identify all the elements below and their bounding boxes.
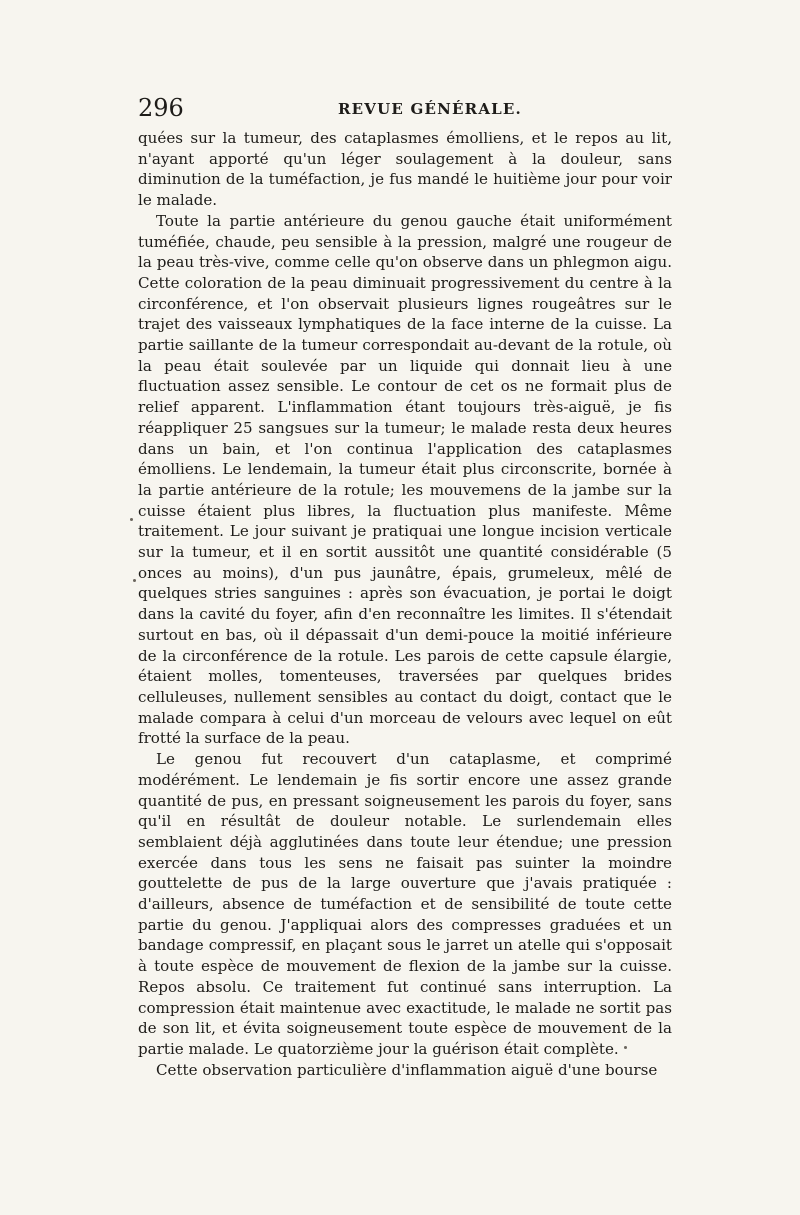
page-number: 296 [138, 94, 184, 122]
paragraph-observation: Cette observation particulière d'inflammation aiguë d'une bourse [156, 1060, 658, 1079]
ink-speck [624, 1046, 627, 1049]
paragraph-knee-description: Toute la partie antérieure du genou gauche était uniformément tuméfiée, chaude, peu sensible à la pression, malgré une rougeur de la peau très-vive, comme celle qu'on observe dans un phlegmon aigu. Cette coloration de la peau diminuait progressivement du centre à la circonférence, et l'on observait plusieurs lignes rougeâtres sur le trajet des vaisseaux lymphatiques de la face interne de la cuisse. La partie saillante de la tumeur correspondait au-devant de la rotule, où la peau était soulevée par un liquide qui donnait lieu à une fluctuation assez sensible. Le contour de cet os ne formait plus de relief apparent. L'inflammation étant toujours très-aiguë, je fis réappliquer 25 sangsues sur la tumeur; le malade resta deux heures dans un bain, et l'on continua l'application des cataplasmes émolliens. Le lendemain, la tumeur était plus circonscrite, bornée à la partie antérieure de la rotule; les mouvemens de la jambe sur la cuisse étaient plus libres, la fluctuation plus manifeste. Même traitement. Le jour suivant je pratiquai une longue incision verticale sur la tumeur, et il en sortit aussitôt une quantité considérable (5 onces au moins), d'un pus jaunâtre, épais, grumeleux, mêlé de quelques stries sanguines : après son évacuation, je portai le doigt dans la cavité du foyer, afin d'en reconnaître les limites. Il s'étendait surtout en bas, où il dépassait d'un demi-pouce la moitié inférieure de la circonférence de la rotule. Les parois de cette capsule élargie, étaient molles, tomenteuses, traversées par quelques brides celluleuses, nullement sensibles au contact du doigt, contact que le malade compara à celui d'un morceau de velours avec lequel on eût frotté la surface de la peau. [138, 211, 672, 748]
paragraph-continuation: quées sur la tumeur, des cataplasmes émolliens, et le repos au lit, n'ayant apporté qu'un léger soulagement à la douleur, sans diminution de la tuméfaction, je fus mandé le huitième jour pour voir le malade. [138, 129, 672, 210]
body-text [138, 128, 672, 1080]
running-title: REVUE GÉNÉRALE. [338, 100, 522, 118]
page-header [138, 94, 670, 124]
ink-speck [133, 579, 136, 582]
paragraph-treatment: Le genou fut recouvert d'un cataplasme, et comprimé modérément. Le lendemain je fis sortir encore une assez grande quantité de pus, en pressant soigneusement les parois du foyer, sans qu'il en résultât de douleur notable. Le surlendemain elles semblaient déjà agglutinées dans toute leur étendue; une pression exercée dans tous les sens ne faisait pas suinter la moindre gouttelette de pus de la large ouverture que j'avais pratiquée : d'ailleurs, absence de tuméfaction et de sensibilité de toute cette partie du genou. J'appliquai alors des compresses graduées et un bandage compressif, en plaçant sous le jarret un atelle qui s'opposait à toute espèce de mouvement de flexion de la jambe sur la cuisse. Repos absolu. Ce traitement fut continué sans interruption. La compression était maintenue avec exactitude, le malade ne sortit pas de son lit, et évita soigneusement toute espèce de mouvement de la partie malade. Le quatorzième jour la guérison était complète. [138, 750, 672, 1058]
ink-speck [130, 518, 133, 521]
